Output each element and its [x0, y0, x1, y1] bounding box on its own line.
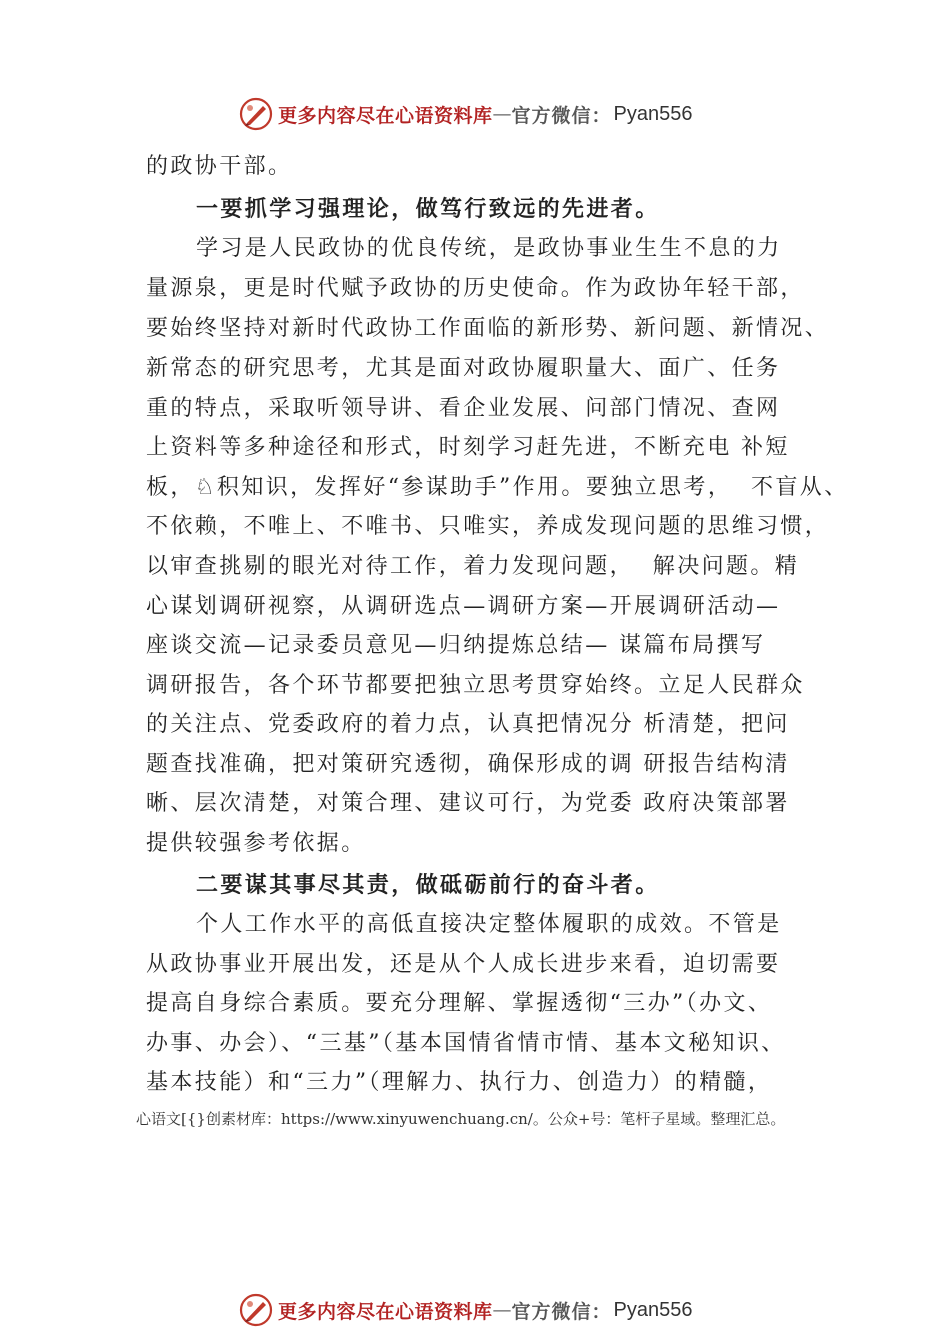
text-line: 量源泉，更是时代赋予政协的历史使命。作为政协年轻干部，	[146, 276, 805, 301]
banner-official: 官方微信：	[511, 1300, 612, 1323]
text-line: 题查找准确，把对策研究透彻，确保形成的调 研报告结构清	[146, 752, 790, 777]
text-line: 办事、办会）、“三基”（基本国情省情市情、基本文秘知识、	[146, 1031, 786, 1056]
banner-brand: 更多内容尽在心语资料库	[278, 1300, 493, 1323]
footer-note: 心语文[{}创素材库：https://www.xinyuwenchuang.cn/。公众+号：笔杆子星域。整理汇总。	[136, 1110, 786, 1128]
text-line: 基本技能）和“三力”（理解力、执行力、创造力）的精髓，	[146, 1070, 773, 1095]
section-heading: 二要谋其事尽其责，做砥砺前行的奋斗者。	[196, 872, 660, 898]
text-line: 重的特点，采取听领导讲、看企业发展、问部门情况、查网	[146, 396, 781, 421]
text-line: 要始终坚持对新时代政协工作面临的新形势、新问题、新情况、	[146, 316, 830, 341]
section-heading: 一要抓学习强理论，做笃行致远的先进者。	[196, 196, 660, 222]
text-line: 学习是人民政协的优良传统，是政协事业生生不息的力	[196, 236, 782, 261]
banner-dash: —	[492, 103, 512, 125]
pen-logo-icon	[238, 1292, 274, 1328]
bottom-banner	[238, 1290, 693, 1330]
text-line: 上资料等多种途径和形式，时刻学习赶先进，不断充电 补短	[146, 435, 790, 460]
top-banner	[238, 94, 693, 134]
text-line: 新常态的研究思考，尤其是面对政协履职量大、面广、任务	[146, 356, 781, 381]
banner-brand: 更多内容尽在心语资料库	[278, 104, 493, 127]
text-line: 的关注点、党委政府的着力点，认真把情况分 析清楚，把问	[146, 712, 790, 737]
text-line: 晰、层次清楚，对策合理、建议可行，为党委 政府决策部署	[146, 791, 790, 816]
banner-official: 官方微信：	[511, 104, 612, 127]
text-line: 调研报告，各个环节都要把独立思考贯穿始终。立足人民群众	[146, 673, 805, 698]
text-line: 的政协干部。	[146, 154, 293, 179]
pen-logo-icon	[238, 96, 274, 132]
text-line: 提高自身综合素质。要充分理解、掌握透彻“三办”（办文、	[146, 991, 773, 1016]
text-line: 不依赖，不唯上、不唯书、只唯实，养成发现问题的思维习惯，	[146, 514, 830, 539]
text-line: 板，♘积知识，发挥好“参谋助手”作用。要独立思考， 不盲从、	[146, 475, 849, 500]
text-line: 以审查挑剔的眼光对待工作，着力发现问题， 解决问题。精	[146, 554, 800, 579]
banner-wechat-id: Pyan556	[613, 102, 693, 125]
banner-wechat-id: Pyan556	[613, 1298, 693, 1321]
text-line: 座谈交流—记录委员意见—归纳提炼总结— 谋篇布局撰写	[146, 633, 766, 658]
text-line: 心谋划调研视察，从调研选点—调研方案—开展调研活动—	[146, 594, 781, 619]
text-line: 提供较强参考依据。	[146, 831, 366, 856]
text-line: 从政协事业开展出发，还是从个人成长进步来看，迫切需要	[146, 952, 781, 977]
banner-dash: —	[492, 1299, 512, 1321]
text-line: 个人工作水平的高低直接决定整体履职的成效。不管是	[196, 912, 782, 937]
